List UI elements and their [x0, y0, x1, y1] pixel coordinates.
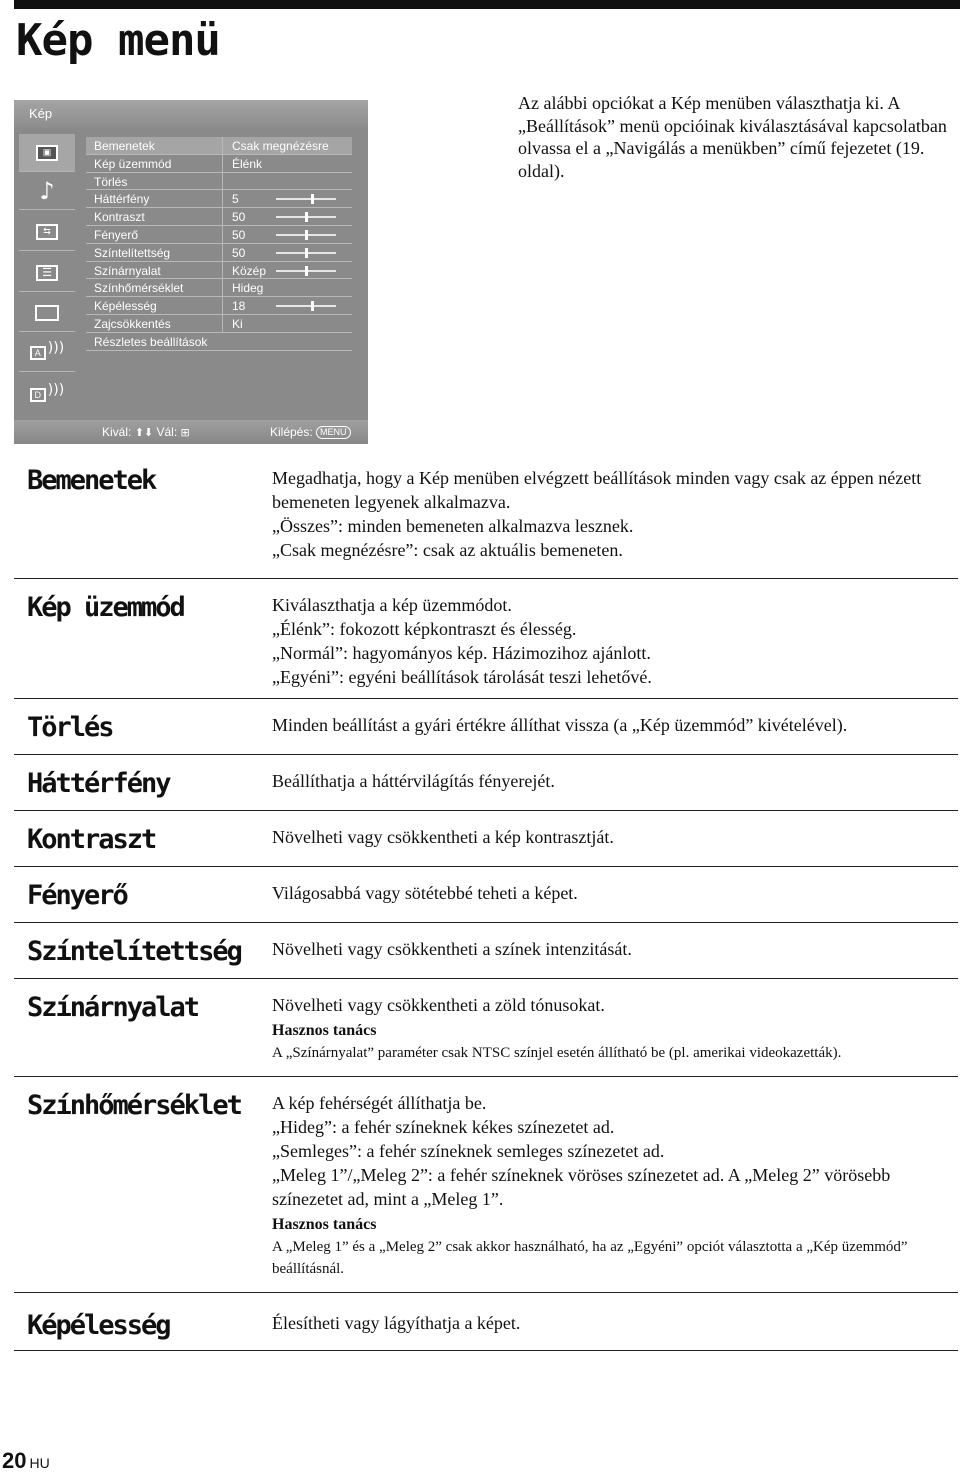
value-slider[interactable] [276, 198, 336, 200]
menu-title-bar [14, 100, 368, 128]
menu-row-kontraszt[interactable] [86, 208, 352, 226]
column-separator [222, 297, 223, 314]
top-rule [14, 0, 960, 9]
menu-row-label: Fényerő [94, 227, 139, 242]
menu-row-label: Törlés [94, 174, 128, 189]
option-row-bemenetek [14, 458, 958, 579]
enter-plus-icon: ⊞ [180, 426, 190, 439]
screen-adjust-icon[interactable]: ⇆ [19, 213, 75, 251]
value-slider[interactable] [276, 252, 336, 254]
slider-knob[interactable] [305, 212, 308, 222]
slider-knob[interactable] [305, 266, 308, 276]
column-separator [222, 226, 223, 243]
menu-row-value: 18 [232, 299, 246, 314]
option-row-szintelitettseg [14, 923, 958, 979]
page-title: Kép menü [16, 15, 220, 66]
page-footer [2, 1448, 50, 1474]
description-line: „Élénk”: fokozott képkontraszt és élesség. [272, 619, 577, 639]
description-line: Beállíthatja a háttérvilágítás fényerejét. [272, 771, 555, 791]
option-description [272, 713, 958, 754]
option-row-kontraszt [14, 811, 958, 867]
option-description [272, 993, 958, 1076]
description-line: „Csak megnézésre”: csak az aktuális bemeneten. [272, 540, 623, 560]
menu-row-label: Részletes beállítások [94, 334, 208, 349]
option-description [272, 1311, 958, 1350]
slider-knob[interactable] [311, 301, 314, 311]
menu-row-value: Közép [232, 263, 267, 278]
music-note-icon[interactable]: ♪ [19, 172, 75, 210]
description-line: „Hideg”: a fehér színeknek kékes színezetet ad. [272, 1117, 615, 1137]
confirm-label: Vál: [156, 425, 178, 439]
value-slider[interactable] [276, 234, 336, 236]
description-line: „Meleg 1”/„Meleg 2”: a fehér színeknek vöröses színezetet ad. A „Meleg 2” vörösebb színezetet ad, mint a „Meleg 1”. [272, 1165, 891, 1209]
column-separator [222, 315, 223, 332]
option-term: Színárnyalat [27, 992, 199, 1023]
description-line: Növelheti vagy csökkentheti a színek intenzitását. [272, 939, 632, 959]
option-row-fenyero [14, 867, 958, 923]
column-separator [222, 190, 223, 207]
option-term: Törlés [27, 712, 113, 743]
up-down-arrows-icon: ⬆⬇ [134, 426, 154, 439]
value-slider[interactable] [276, 305, 336, 307]
menu-row-szintelitettseg[interactable] [86, 244, 352, 262]
menu-row-value: 50 [232, 227, 246, 242]
menu-title: Kép [29, 106, 53, 121]
description-line: A kép fehérségét állíthatja be. [272, 1093, 487, 1113]
monitor-icon[interactable] [19, 294, 75, 332]
tip-title: Hasznos tanács [272, 1022, 377, 1039]
menu-row-hatterfeny[interactable] [86, 190, 352, 208]
column-separator [222, 173, 223, 190]
option-row-hatterfeny [14, 755, 958, 811]
slider-knob[interactable] [311, 194, 314, 204]
option-description [272, 769, 958, 810]
value-slider[interactable] [276, 270, 336, 272]
menu-row-value: 50 [232, 210, 246, 225]
antenna-d-icon[interactable]: D ))) [19, 376, 75, 414]
tip-title: Hasznos tanács [272, 1216, 377, 1233]
settings-list-icon[interactable]: ☰ [19, 254, 75, 292]
menu-row-value: Élénk [232, 156, 263, 171]
option-row-torles [14, 699, 958, 755]
menu-key-badge: MENU [316, 426, 351, 439]
slider-knob[interactable] [305, 230, 308, 240]
option-description [272, 593, 958, 698]
column-separator [222, 244, 223, 261]
description-line: „Összes”: minden bemeneten alkalmazva lesznek. [272, 516, 634, 536]
description-line: Kiválaszthatja a kép üzemmódot. [272, 595, 512, 615]
menu-row-label: Kontraszt [94, 210, 145, 225]
column-separator [222, 208, 223, 225]
menu-row-reszletes-beallitasok[interactable] [86, 333, 352, 351]
navigation-hint [102, 425, 190, 439]
menu-row-label: Színtelítettség [94, 245, 171, 260]
column-separator [222, 279, 223, 296]
menu-row-label: Bemenetek [94, 139, 155, 153]
description-line: Megadhatja, hogy a Kép menüben elvégzett beállítások minden vagy csak az éppen nézett bemeneten legyenek alkalmazva. [272, 468, 922, 512]
description-line: „Egyéni”: egyéni beállítások tárolását teszi lehetővé. [272, 667, 652, 687]
tip-text: A „Meleg 1” és a „Meleg 2” csak akkor használható, ha az „Egyéni” opciót választotta a „Kép üzemmód” beállításnál. [272, 1239, 908, 1277]
menu-row-zajcsokkentes[interactable] [86, 315, 352, 333]
menu-row-label: Színhőmérséklet [94, 281, 184, 296]
option-row-szinhomerseklet [14, 1077, 958, 1293]
page-number: 20 [2, 1448, 27, 1473]
option-description [272, 937, 958, 978]
menu-row-kepelesseg[interactable] [86, 297, 352, 315]
menu-row-value: 50 [232, 245, 246, 260]
exit-hint [270, 425, 351, 439]
menu-row-label: Képélesség [94, 299, 157, 314]
option-term: Színhőmérséklet [27, 1090, 241, 1121]
menu-row-value: Csak megnézésre [232, 139, 329, 153]
language-code: HU [29, 1455, 50, 1471]
menu-row-label: Színárnyalat [94, 263, 161, 278]
option-table [14, 458, 958, 1351]
option-row-kepelesseg [14, 1293, 958, 1351]
option-description [272, 881, 958, 922]
description-line: Növelheti vagy csökkentheti a kép kontrasztját. [272, 827, 614, 847]
select-label: Kivál: [102, 425, 132, 439]
menu-sidebar [14, 128, 80, 420]
description-line: „Semleges”: a fehér színeknek semleges színezetet ad. [272, 1141, 665, 1161]
menu-row-szinhomerseklet[interactable] [86, 279, 352, 297]
menu-list [86, 137, 352, 351]
option-term: Háttérfény [27, 768, 170, 799]
value-slider[interactable] [276, 216, 336, 218]
menu-row-label: Kép üzemmód [94, 156, 172, 171]
description-line: Élesítheti vagy lágyíthatja a képet. [272, 1313, 521, 1333]
option-row-kep-uzemmod [14, 579, 958, 699]
exit-label: Kilépés: [270, 425, 313, 439]
menu-row-value: Ki [232, 316, 243, 331]
column-separator [222, 262, 223, 279]
column-separator [222, 155, 223, 172]
option-term: Fényerő [27, 880, 127, 911]
picture-icon[interactable]: ▣ [19, 134, 75, 172]
option-term: Bemenetek [27, 465, 156, 496]
tip-text: A „Színárnyalat” paraméter csak NTSC színjel esetén állítható be (pl. amerikai videokazetták). [272, 1045, 842, 1061]
option-term: Kép üzemmód [27, 592, 184, 623]
option-term: Kontraszt [27, 824, 156, 855]
option-description [272, 1091, 958, 1292]
menu-row-kep-uzemmod[interactable] [86, 155, 352, 173]
menu-row-szinarnyalat[interactable] [86, 262, 352, 280]
menu-footer [14, 420, 368, 444]
picture-menu-screenshot [14, 100, 368, 444]
option-term: Színtelítettség [27, 936, 241, 967]
menu-row-value: Hideg [232, 281, 264, 296]
description-line: Világosabbá vagy sötétebbé teheti a képet. [272, 883, 578, 903]
description-line: Növelheti vagy csökkentheti a zöld tónusokat. [272, 995, 605, 1015]
menu-row-label: Háttérfény [94, 192, 150, 207]
intro-text: Az alábbi opciókat a Kép menüben választhatja ki. A „Beállítások” menü opcióinak kiválasztásával kapcsolatban olvassa el a „Navigálás a menükben” című fejezetet (19. oldal). [518, 93, 947, 181]
menu-row-label: Zajcsökkentés [94, 316, 171, 331]
menu-row-torles[interactable] [86, 173, 352, 191]
menu-row-bemenetek[interactable] [86, 137, 352, 155]
option-description [272, 466, 958, 578]
description-line: „Normál”: hagyományos kép. Házimozihoz ajánlott. [272, 643, 651, 663]
antenna-a-icon[interactable]: A ))) [19, 334, 75, 372]
description-line: Minden beállítást a gyári értékre állíthat vissza (a „Kép üzemmód” kivételével). [272, 715, 848, 735]
menu-row-fenyero[interactable] [86, 226, 352, 244]
menu-row-value: 5 [232, 192, 239, 207]
option-term: Képélesség [27, 1310, 170, 1341]
column-separator [222, 137, 223, 154]
option-row-szinarnyalat [14, 979, 958, 1077]
slider-knob[interactable] [305, 248, 308, 258]
option-description [272, 825, 958, 866]
